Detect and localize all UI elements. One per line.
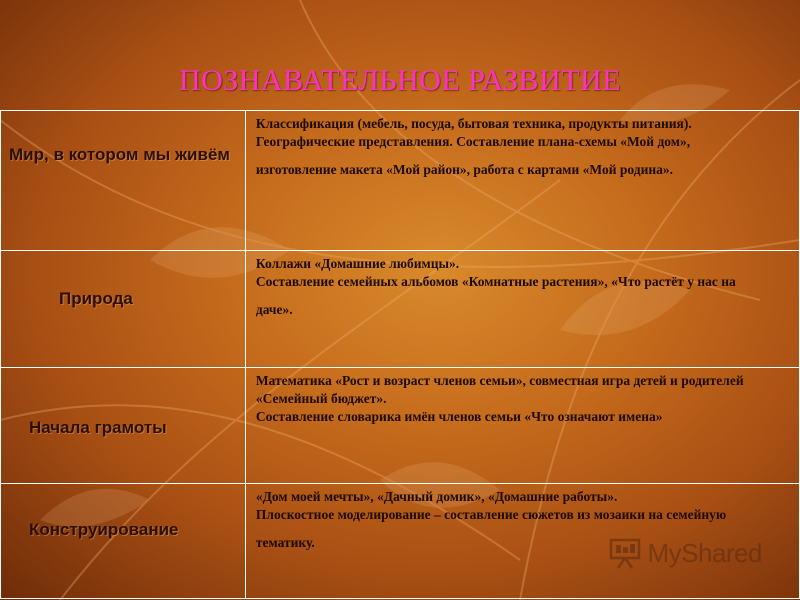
table-row — [1, 251, 800, 368]
category-label: Конструирование — [29, 520, 179, 539]
watermark-text: MyShared — [647, 537, 762, 568]
table-row — [1, 368, 800, 484]
description-text — [246, 111, 799, 179]
description-line: даче». — [255, 302, 293, 317]
category-cell — [1, 484, 246, 599]
category-label: Мир, в котором мы живём — [9, 145, 230, 164]
table-row — [1, 111, 800, 251]
description-line: Составление семейных альбомов «Комнатные растения», «Что растёт у нас на — [255, 274, 736, 289]
description-line: «Дом моей мечты», «Дачный домик», «Домашние работы». — [255, 489, 618, 504]
activities-table — [0, 110, 800, 599]
description-line: Составление словарика имён членов семьи «Что означают имена» — [255, 409, 663, 424]
category-cell — [1, 251, 246, 368]
description-line: изготовление макета «Мой район», работа с картами «Мой родина». — [255, 162, 674, 177]
description-cell — [245, 111, 799, 251]
description-line: Коллажи «Домашние любимцы». — [255, 256, 460, 271]
category-label: Природа — [59, 289, 133, 308]
description-cell — [245, 368, 799, 484]
description-line: тематику. — [255, 535, 315, 550]
description-line: Плоскостное моделирование – составление сюжетов из мозаики на семейную — [255, 507, 727, 522]
description-text — [246, 368, 799, 426]
slide-title: ПОЗНАВАТЕЛЬНОЕ РАЗВИТИЕ — [178, 64, 622, 97]
description-line: Географические представления. Составление плана-схемы «Мой дом», — [255, 134, 691, 149]
category-cell — [1, 368, 246, 484]
myshared-watermark — [608, 536, 763, 570]
description-cell — [245, 251, 799, 368]
category-cell — [1, 111, 246, 251]
category-label: Начала грамоты — [29, 418, 167, 437]
presentation-board-icon — [608, 536, 642, 570]
description-line: Математика «Рост и возраст членов семьи», совместная игра детей и родителей — [255, 373, 744, 388]
description-text — [246, 251, 799, 319]
description-line: «Семейный бюджет». — [255, 391, 387, 406]
description-line: Классификация (мебель, посуда, бытовая техника, продукты питания). — [255, 116, 692, 131]
